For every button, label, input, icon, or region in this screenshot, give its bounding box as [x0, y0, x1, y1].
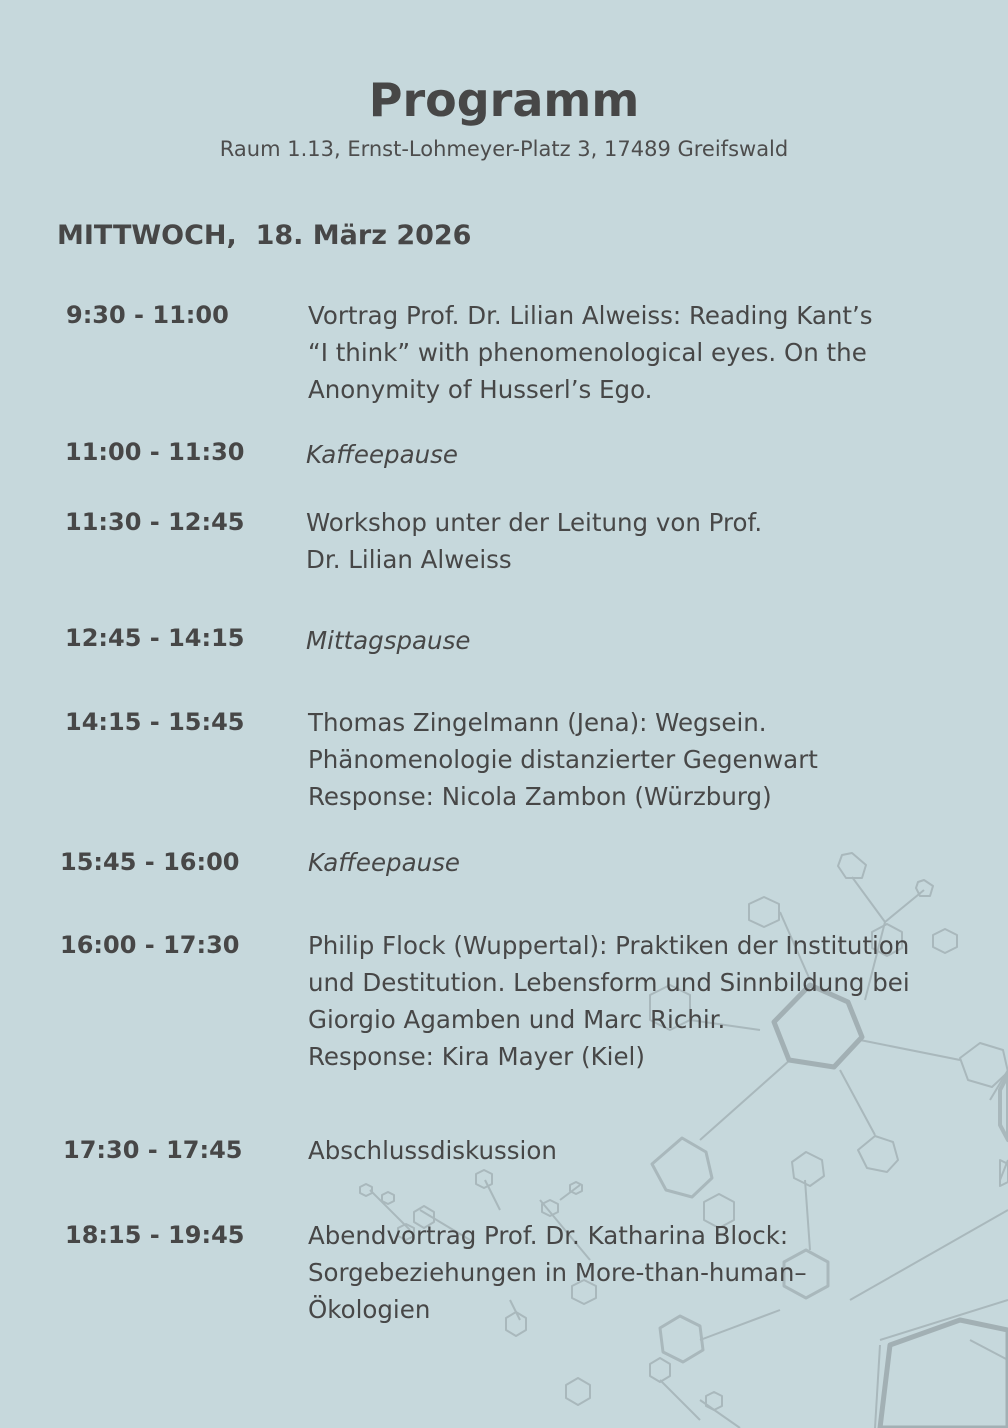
entry-time: 9:30 - 11:00 — [66, 301, 229, 329]
entry-description — [306, 622, 966, 659]
entry-description — [308, 297, 968, 408]
day-heading: MITTWOCH, 18. März 2026 — [57, 220, 472, 251]
entry-time: 11:00 - 11:30 — [65, 438, 245, 466]
entry-description-line: Phänomenologie distanzierter Gegenwart — [308, 745, 818, 774]
entry-description-line: Thomas Zingelmann (Jena): Wegsein. — [308, 708, 767, 737]
entry-description — [308, 1217, 968, 1328]
entry-description-line: und Destitution. Lebensform und Sinnbildung bei — [308, 968, 910, 997]
entry-description — [308, 704, 968, 815]
entry-description-line: “I think” with phenomenological eyes. On the — [308, 338, 867, 367]
entry-description-line: Dr. Lilian Alweiss — [306, 545, 512, 574]
entry-description-line: Kaffeepause — [306, 440, 458, 469]
entry-description-line: Sorgebeziehungen in More-than-human– — [308, 1258, 807, 1287]
entry-description — [308, 1132, 968, 1169]
page-title: Programm — [368, 73, 640, 127]
entry-time: 18:15 - 19:45 — [65, 1221, 245, 1249]
entry-description — [306, 436, 966, 473]
entry-description-line: Anonymity of Husserl’s Ego. — [308, 375, 653, 404]
entry-description — [308, 927, 968, 1075]
entry-description-line: Workshop unter der Leitung von Prof. — [306, 508, 763, 537]
entry-time: 14:15 - 15:45 — [65, 708, 245, 736]
entry-time: 15:45 - 16:00 — [60, 848, 240, 876]
entry-description-line: Abschlussdiskussion — [308, 1136, 557, 1165]
entry-description-line: Abendvortrag Prof. Dr. Katharina Block: — [308, 1221, 789, 1250]
entry-description-line: Ökologien — [308, 1295, 431, 1324]
venue-address: Raum 1.13, Ernst-Lohmeyer-Platz 3, 17489 Greifswald — [219, 137, 789, 161]
entry-description-line: Mittagspause — [306, 626, 471, 655]
entry-description — [308, 844, 968, 881]
entry-description-line: Response: Kira Mayer (Kiel) — [308, 1042, 645, 1071]
entry-time: 11:30 - 12:45 — [65, 508, 245, 536]
entry-description — [306, 504, 966, 578]
entry-time: 17:30 - 17:45 — [63, 1136, 243, 1164]
entry-time: 12:45 - 14:15 — [65, 624, 245, 652]
entry-description-line: Response: Nicola Zambon (Würzburg) — [308, 782, 772, 811]
entry-description-line: Philip Flock (Wuppertal): Praktiken der Institution — [308, 931, 910, 960]
entry-time: 16:00 - 17:30 — [60, 931, 240, 959]
entry-description-line: Kaffeepause — [308, 848, 460, 877]
entry-description-line: Vortrag Prof. Dr. Lilian Alweiss: Reading Kant’s — [308, 301, 873, 330]
entry-description-line: Giorgio Agamben und Marc Richir. — [308, 1005, 726, 1034]
